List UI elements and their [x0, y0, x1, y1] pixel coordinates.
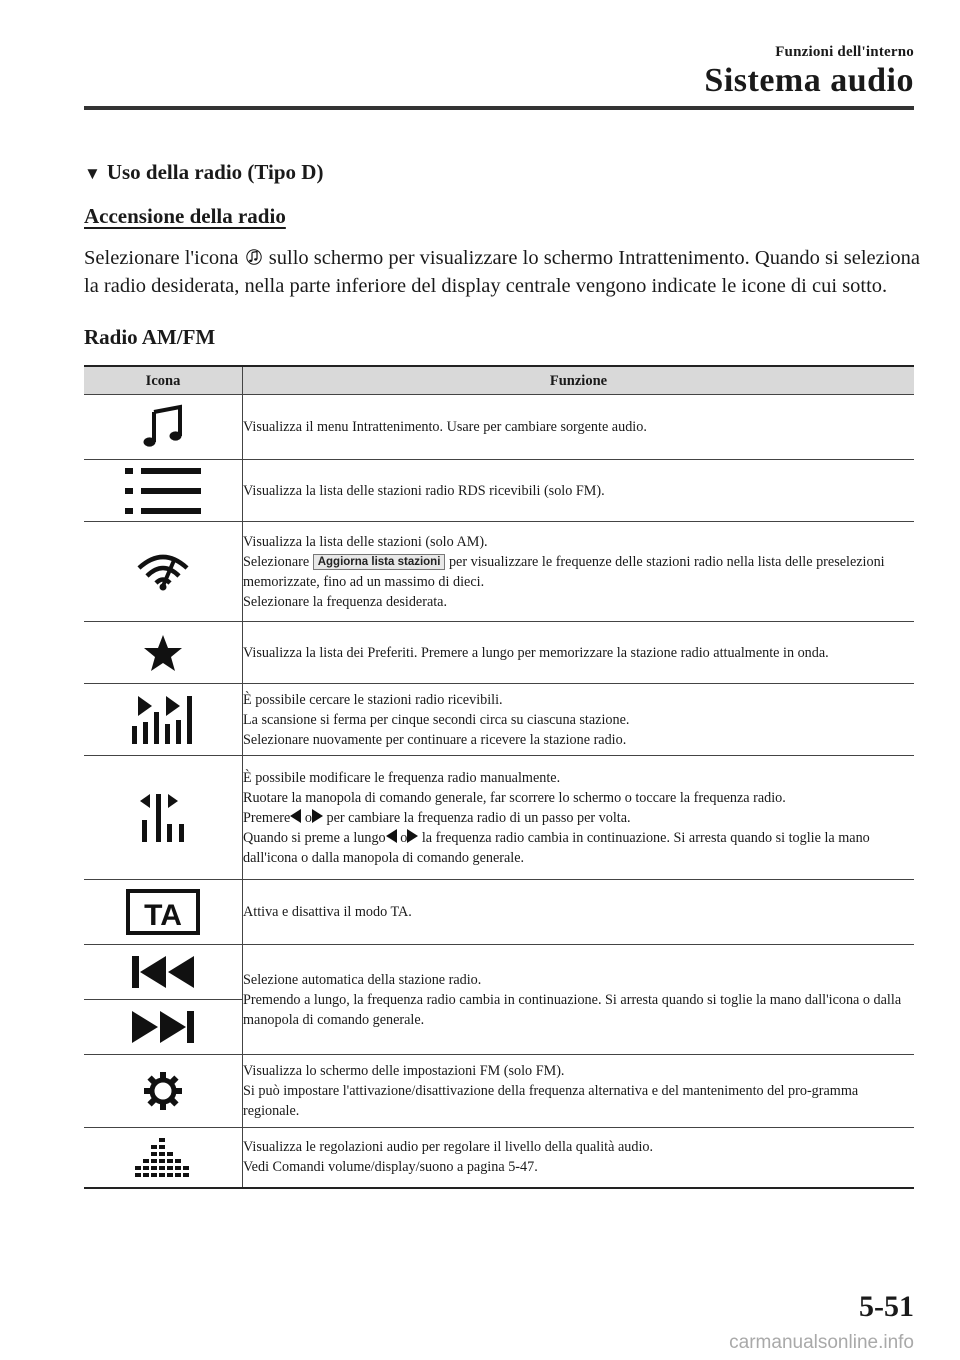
description-cell [243, 1055, 915, 1128]
icon-cell [84, 460, 243, 522]
description-cell [243, 522, 915, 622]
table-row [84, 945, 914, 1000]
description-line [243, 552, 914, 592]
description-line: Selezionare la frequenza desiderata. [243, 593, 448, 610]
description-text: la frequenza radio cambia in continuazione. Si arresta quando si toglie la mano dall'icona o dalla manopola di comando generale. [243, 829, 870, 866]
intro-paragraph [84, 244, 924, 300]
refresh-station-list-button: Aggiorna lista stazioni [313, 554, 446, 570]
description-line [243, 808, 914, 828]
icon-cell [84, 1000, 243, 1055]
seek-forward-icon [130, 1009, 196, 1045]
description-line: È possibile modificare le frequenza radio manualmente. [243, 769, 561, 786]
description-text: o [304, 809, 312, 826]
description-line: Visualizza lo schermo delle impostazioni FM (solo FM). [243, 1063, 565, 1079]
header-divider [84, 106, 914, 110]
description-line: Visualizza la lista delle stazioni radio RDS ricevibili (solo FM). [243, 482, 605, 499]
icon-cell [84, 395, 243, 460]
scan-icon [130, 694, 196, 746]
description-line: Attiva e disattiva il modo TA. [243, 904, 412, 920]
description-line: Si può impostare l'attivazione/disattivazione della frequenza alternativa e del mantenimento del pro-gramma regionale. [243, 1083, 859, 1119]
table-row [84, 684, 914, 756]
page-number: 5-51 [859, 1290, 914, 1323]
tune-up-icon [407, 829, 418, 843]
section-heading [84, 160, 323, 185]
tune-down-icon [386, 829, 397, 843]
am-station-icon [135, 552, 191, 592]
section-heading-text: Uso della radio (Tipo D) [106, 160, 324, 184]
description-text: o [400, 829, 408, 846]
table-row [84, 522, 914, 622]
icon-cell [84, 522, 243, 622]
description-cell [243, 1128, 915, 1188]
description-text: per visualizzare le frequenze delle stazioni radio nella lista delle preselezioni memorizzate, fino ad un massimo di dieci. [243, 553, 885, 590]
function-table [84, 365, 914, 1189]
table-row [84, 395, 914, 460]
tune-down-icon [290, 809, 301, 823]
ta-icon-label: TA [144, 899, 182, 932]
description-line: Selezione automatica della stazione radio. [243, 971, 482, 988]
gear-icon [143, 1071, 183, 1111]
ta-icon [126, 889, 200, 935]
description-line: È possibile cercare le stazioni radio ricevibili. [243, 691, 503, 708]
music-note-icon [139, 403, 187, 451]
description-line: Visualizza le regolazioni audio per regolare il livello della qualità audio. [243, 1139, 654, 1156]
triangle-bullet-icon: ▼ [84, 164, 101, 183]
description-line: Visualizza la lista dei Preferiti. Premere a lungo per memorizzare la stazione radio attualmente in onda. [243, 644, 829, 661]
table-row [84, 1055, 914, 1128]
equalizer-icon [133, 1135, 193, 1179]
table-row [84, 880, 914, 945]
sub-heading: Accensione della radio [84, 204, 286, 228]
intro-text-end: sullo schermo per visualizzare lo schermo Intrattenimento. Quando si seleziona la radio desiderata, nella parte inferiore del display centrale vengono indicate le icone di cui sotto. [84, 247, 921, 297]
table-row [84, 756, 914, 880]
description-text: Premere [243, 809, 291, 826]
table-row [84, 460, 914, 522]
table-header-row [84, 366, 914, 395]
table-row [84, 1128, 914, 1188]
radio-heading: Radio AM/FM [84, 325, 216, 349]
description-cell [243, 945, 915, 1055]
tune-up-icon [312, 809, 323, 823]
intro-text-start: Selezionare l'icona [84, 247, 239, 269]
description-text: per cambiare la frequenza radio di un passo per volta. [326, 809, 631, 826]
description-line: La scansione si ferma per cinque secondi circa su ciascuna stazione. [243, 711, 630, 728]
star-icon [143, 633, 183, 673]
description-line [243, 828, 914, 868]
column-header-icon: Icona [84, 366, 243, 395]
description-line: Ruotare la manopola di comando generale, far scorrere lo schermo o toccare la frequenza radio. [243, 789, 786, 806]
description-cell [243, 756, 915, 880]
description-cell [243, 880, 915, 945]
description-cell [243, 460, 915, 522]
section-title: Sistema audio [704, 62, 914, 99]
description-cell [243, 395, 915, 460]
icon-cell [84, 880, 243, 945]
icon-cell [84, 1128, 243, 1188]
description-cell [243, 684, 915, 756]
icon-cell [84, 756, 243, 880]
entertainment-note-icon [246, 247, 262, 267]
icon-cell [84, 1055, 243, 1128]
description-line: Selezionare nuovamente per continuare a ricevere la stazione radio. [243, 731, 627, 748]
manual-tune-icon [138, 792, 188, 844]
description-text: Quando si preme a lungo [243, 829, 386, 846]
description-text: Selezionare [243, 553, 310, 570]
chapter-header: Funzioni dell'interno [775, 44, 914, 60]
description-cell [243, 622, 915, 684]
icon-cell [84, 684, 243, 756]
description-line: Visualizza la lista delle stazioni (solo AM). [243, 533, 488, 550]
table-row [84, 622, 914, 684]
list-icon [123, 466, 203, 516]
icon-cell [84, 622, 243, 684]
description-line: Visualizza il menu Intrattenimento. Usare per cambiare sorgente audio. [243, 419, 647, 435]
seek-back-icon [130, 954, 196, 990]
watermark: carmanualsonline.info [729, 1332, 914, 1353]
icon-cell [84, 945, 243, 1000]
column-header-function: Funzione [243, 366, 915, 395]
description-line: Vedi Comandi volume/display/suono a pagina 5-47. [243, 1159, 538, 1176]
description-line: Premendo a lungo, la frequenza radio cambia in continuazione. Si arresta quando si toglie la mano dall'icona o dalla manopola di comando generale. [243, 991, 902, 1028]
